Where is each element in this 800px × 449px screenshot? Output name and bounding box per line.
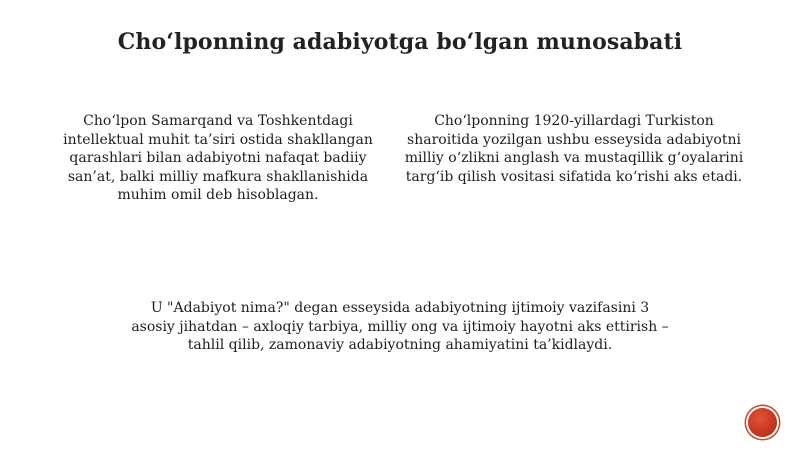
slide-title: Cho‘lponning adabiyotga bo‘lgan munosabati [117,29,683,55]
paragraph-right: Cho‘lponning 1920-yillardagi Turkiston sharoitida yozilgan ushbu esseysida adabiyotni milliy o‘zlikni anglash va mustaqillik g‘oyalarini targ‘ib qilish vositasi sifatida ko‘rishi aks etadi. [404,113,744,185]
circle-nav-button-icon[interactable] [748,408,777,437]
paragraph-bottom: U "Adabiyot nima?" degan esseysida adabiyotning ijtimoiy vazifasini 3 asosiy jihatdan – axloqiy tarbiya, milliy ong va ijtimoiy hayotni aks ettirish – tahlil qilib, zamonaviy adabiyotning ahamiyatini ta’kidlaydi. [131,300,669,354]
paragraph-left: Cho‘lpon Samarqand va Toshkentdagi intellektual muhit ta’siri ostida shakllangan qarashlari bilan adabiyotni nafaqat badiiy san’at, balki milliy mafkura shakllanishida muhim omil deb hisoblagan. [63,113,373,204]
